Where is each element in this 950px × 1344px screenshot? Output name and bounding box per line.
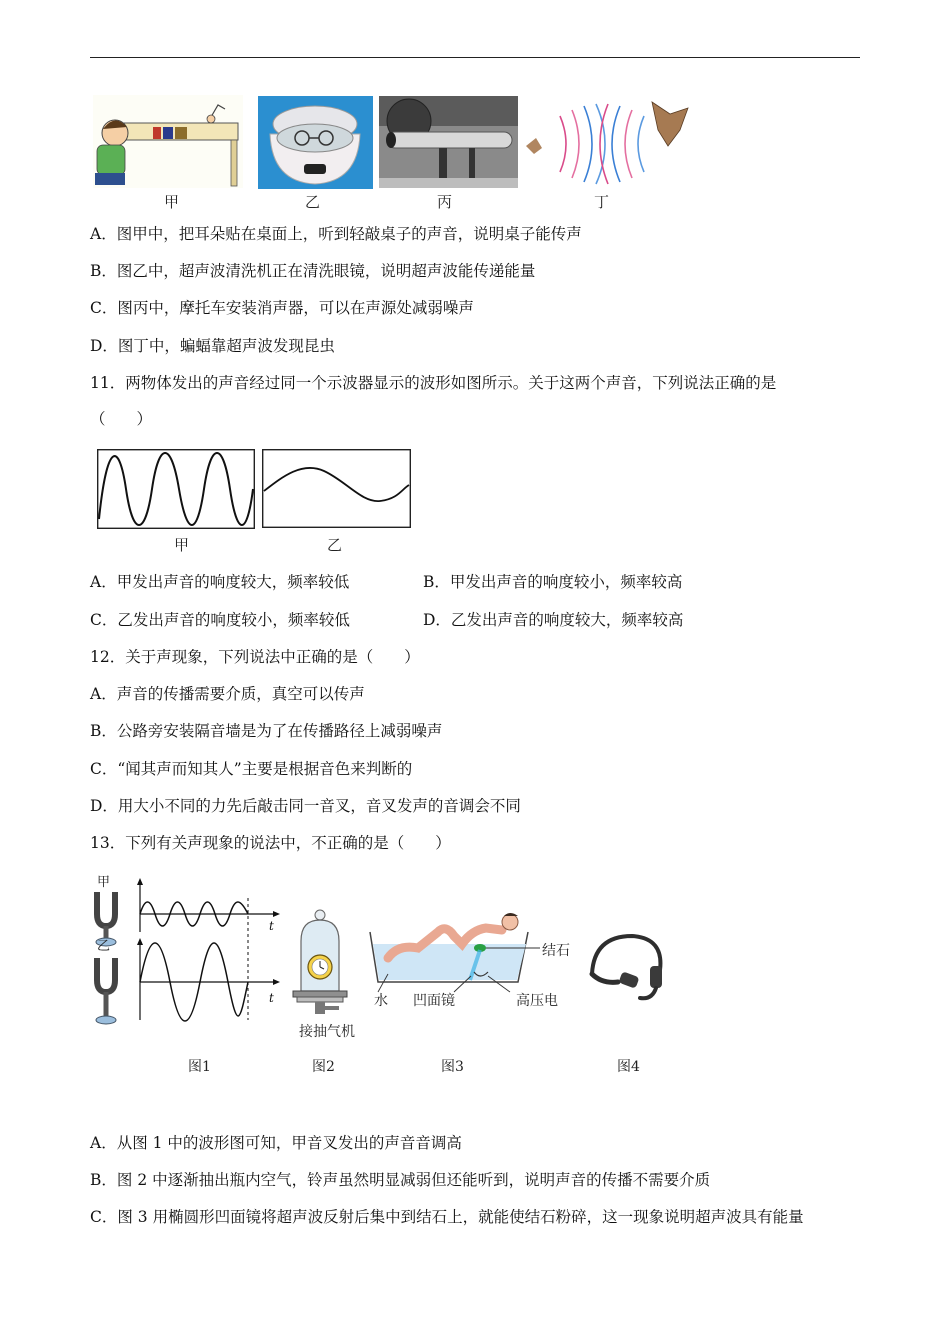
q11-stem: 11．两物体发出的声音经过同一个示波器显示的波形如图所示。关于这两个声音，下列说法正确的是 [90, 374, 777, 392]
q11-option-a: A．甲发出声音的响度较大，频率较低 [90, 573, 350, 591]
q13-fig3-label-stone: 结石 [542, 943, 570, 959]
q12-stem: 12．关于声现象，下列说法中正确的是（ ） [90, 648, 420, 666]
q10-option-d: D．图丁中，蝙蝠靠超声波发现昆虫 [90, 337, 335, 355]
q12-option-d: D．用大小不同的力先后敲击同一音叉，音叉发声的音调会不同 [90, 797, 521, 815]
q11-waveform-yi [262, 449, 411, 528]
q13-caption-fig3: 图3 [441, 1059, 464, 1075]
q13-figure-1-tuning-forks [88, 870, 288, 1030]
q10-caption-bing: 丙 [437, 193, 453, 211]
fig1-label-jia: 甲 [97, 875, 111, 890]
q10-option-b: B．图乙中，超声波清洗机正在清洗眼镜，说明超声波能传递能量 [90, 262, 536, 280]
q13-option-c: C．图 3 用椭圆形凹面镜将超声波反射后集中到结石上，就能使结石粉碎，这一现象说明超声波具有能量 [90, 1208, 804, 1226]
q13-caption-fig2: 图2 [312, 1059, 335, 1075]
q11-waveform-jia [97, 449, 255, 529]
q13-option-b: B．图 2 中逐渐抽出瓶内空气，铃声虽然明显减弱但还能听到，说明声音的传播不需要介质 [90, 1171, 711, 1189]
q13-fig3-label-mirror: 凹面镜 [413, 993, 455, 1009]
q13-caption-fig4: 图4 [617, 1059, 640, 1075]
fig1-axis-t-bottom: t [269, 991, 274, 1005]
q11-caption-jia: 甲 [174, 536, 190, 554]
figure-yi-ultrasonic-cleaner [258, 96, 373, 189]
fig1-label-yi: 乙 [97, 939, 111, 954]
q13-figure-2-bell-jar [287, 907, 362, 1019]
q10-caption-jia: 甲 [164, 193, 180, 211]
figure-jia-boy-table [93, 95, 243, 188]
tuning-fork-jia [96, 892, 116, 946]
figure-ding-bat-ultrasound [520, 96, 690, 191]
tuning-fork-yi [96, 958, 116, 1024]
q11-option-c: C．乙发出声音的响度较小，频率较低 [90, 611, 350, 629]
q13-option-a: A．从图 1 中的波形图可知，甲音叉发出的声音音调高 [90, 1134, 462, 1152]
q10-caption-ding: 丁 [594, 193, 610, 211]
q11-blank: （ ） [90, 410, 153, 428]
q10-caption-yi: 乙 [305, 193, 321, 211]
q13-stem: 13．下列有关声现象的说法中，不正确的是（ ） [90, 834, 451, 852]
q11-caption-yi: 乙 [327, 536, 343, 554]
header-rule [90, 57, 860, 58]
q12-option-c: C．“闻其声而知其人”主要是根据音色来判断的 [90, 760, 413, 778]
q11-option-d: D．乙发出声音的响度较大，频率较高 [423, 611, 684, 629]
q13-fig2-pump-label: 接抽气机 [299, 1024, 355, 1040]
q12-option-a: A．声音的传播需要介质，真空可以传声 [90, 685, 365, 703]
q13-fig3-label-water: 水 [374, 993, 388, 1009]
q12-option-b: B．公路旁安装隔音墙是为了在传播路径上减弱噪声 [90, 722, 443, 740]
q13-caption-fig1: 图1 [188, 1059, 211, 1075]
figure-bing-motorcycle-muffler [379, 96, 518, 188]
q11-option-b: B．甲发出声音的响度较小，频率较高 [423, 573, 683, 591]
q13-fig3-label-voltage: 高压电 [516, 993, 558, 1009]
q10-option-a: A．图甲中，把耳朵贴在桌面上，听到轻敲桌子的声音，说明桌子能传声 [90, 225, 582, 243]
q10-option-c: C．图丙中，摩托车安装消声器，可以在声源处减弱噪声 [90, 299, 474, 317]
fig1-axis-t-top: t [269, 919, 274, 933]
q13-figure-4-headphones [582, 930, 668, 1004]
